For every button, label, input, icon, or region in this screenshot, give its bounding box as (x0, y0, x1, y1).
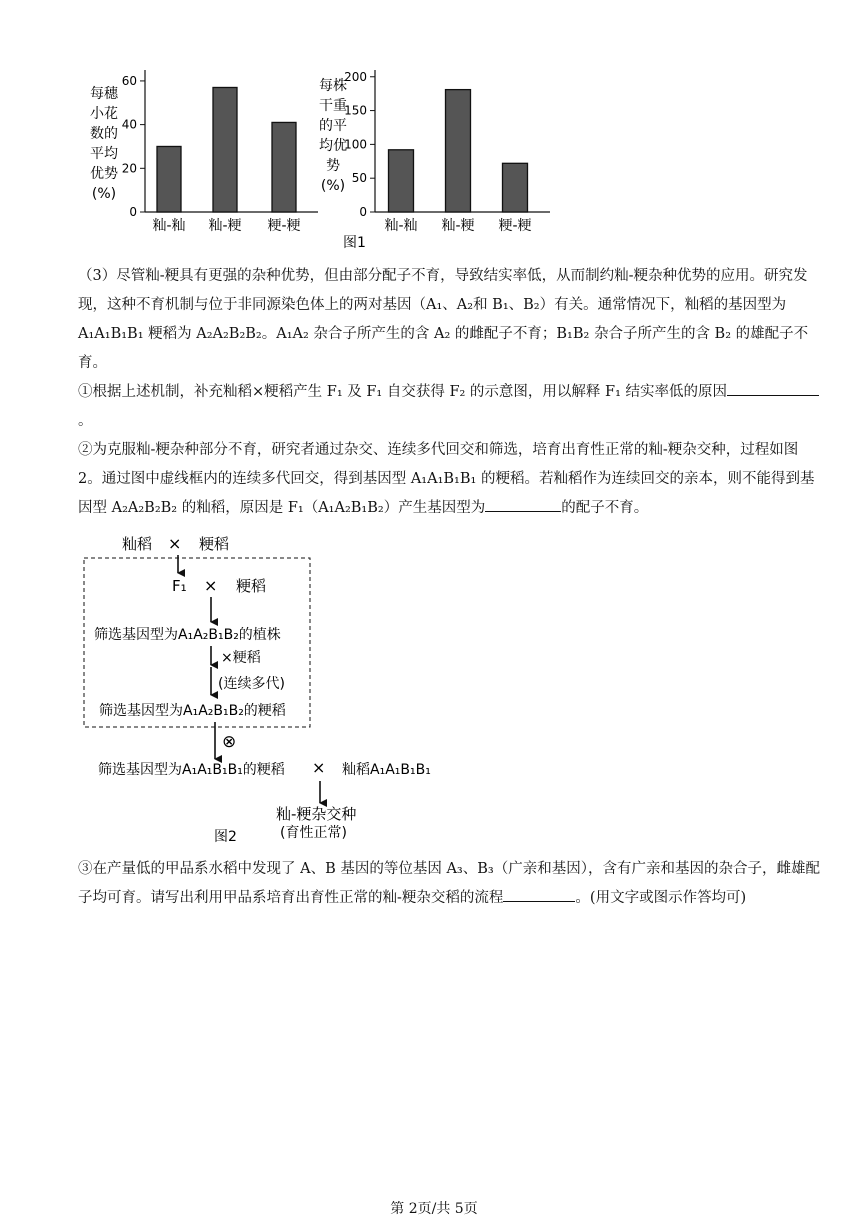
y-axis-label-line: 均优 (319, 138, 347, 154)
y-axis-label-line: 每株 (319, 78, 347, 94)
f1-label: F₁ (172, 577, 187, 595)
bar (157, 146, 181, 212)
x-category-label: 粳-粳 (267, 218, 301, 234)
y-axis-label-line: 优势 (90, 166, 118, 182)
generations-label: (连续多代) (218, 676, 285, 692)
y-tick-label: 200 (344, 69, 367, 84)
y-tick-label: 50 (351, 171, 367, 186)
bar (503, 163, 528, 212)
y-axis-label-line: 每穗 (90, 86, 118, 102)
y-axis-label-line: 干重 (319, 98, 347, 114)
bar (446, 90, 471, 212)
figure-2-caption: 图2 (214, 829, 237, 845)
bar (389, 150, 414, 212)
y-axis-label-line: (%) (91, 186, 117, 202)
y-axis-label-line: 小花 (90, 106, 118, 122)
parent-indica-label: 籼稻 (122, 535, 153, 553)
bar (272, 122, 296, 212)
hybrid-label: 籼-粳杂交种 (276, 805, 357, 823)
bar (213, 87, 237, 212)
answer-blank-1[interactable] (727, 379, 819, 396)
y-axis-label-line: (%) (320, 178, 346, 194)
figure-2-breeding-flow (0, 525, 868, 855)
cross-symbol-1: × (168, 534, 182, 553)
y-axis-label-line: 数的 (90, 126, 118, 142)
figure-1-caption: 图1 (343, 235, 366, 251)
question-3-intro: （3）尽管籼-粳具有更强的杂种优势，但由部分配子不育，导致结实率低，从而制约籼-粳杂种优势的应用。研究发现，这种不育机制与位于非同源染色体上的两对基因（A₁、A₂和 B₁、B₂）有关。通常情况下，籼稻的基因型为 A₁A₁B₁B₁ 粳稻为 A₂A₂B₂B₂。A₁A₂ 杂合子所产生的含 A₂ 的雌配子不育；B₁B₂ 杂合子所产生的含 B₂ 的雄配子不育。 (78, 268, 809, 371)
selfing-symbol: ⊗ (222, 732, 237, 752)
x-category-label: 粳-粳 (498, 218, 532, 234)
answer-blank-2[interactable] (485, 495, 561, 512)
y-tick-label: 60 (121, 73, 137, 88)
y-tick-label: 100 (344, 137, 367, 152)
cross-symbol-3: × (312, 758, 326, 777)
x-category-label: 籼-粳 (441, 218, 475, 234)
x-category-label: 籼-籼 (384, 218, 418, 234)
y-tick-label: 40 (121, 117, 137, 132)
parent-japonica-label: 粳稻 (199, 535, 230, 553)
y-axis-label-line: 势 (326, 158, 340, 174)
y-tick-label: 0 (129, 205, 137, 219)
question-3-item-3: ③在产量低的甲品系水稻中发现了 A、B 基因的等位基因 A₃、B₃（广亲和基因），含有广亲和基因的杂合子，雌雄配子均可育。请写出利用甲品系培育出育性正常的籼-粳杂交稻的流程 。(用文字或图示作答均可) (78, 861, 820, 906)
answer-blank-3[interactable] (503, 885, 575, 902)
hybrid-note: (育性正常) (280, 825, 347, 841)
y-tick-label: 0 (359, 205, 367, 219)
f1-partner-label: 粳稻 (236, 577, 267, 595)
x-category-label: 籼-粳 (208, 218, 242, 234)
chart-flowers-per-spike (90, 70, 318, 234)
y-tick-label: 150 (344, 103, 367, 118)
select-step-1: 筛选基因型为A₁A₂B₁B₂的植株 (94, 627, 281, 643)
y-axis-label-line: 的平 (319, 118, 347, 134)
question-3-item-2: ②为克服籼-粳杂种部分不育，研究者通过杂交、连续多代回交和筛选，培育出育性正常的籼-粳杂交种，过程如图 2。通过图中虚线框内的连续多代回交，得到基因型 A₁A₁B₁B₁ 的粳稻。若籼稻作为连续回交的亲本，则不能得到基因型 A₂A₂B₂B₂ 的籼稻，原因是 F₁（A₁A₂B₁B₂）产生基因型为 的配子不育。 (78, 442, 815, 516)
select-step-3: 筛选基因型为A₁A₁B₁B₁的粳稻 (98, 762, 285, 778)
backcross-label: ×粳稻 (221, 650, 261, 666)
select-step-2: 筛选基因型为A₁A₂B₁B₂的粳稻 (99, 703, 286, 719)
y-axis-label-line: 平均 (90, 146, 118, 162)
x-category-label: 籼-籼 (152, 218, 186, 234)
page-footer: 第 2页/共 5页 (390, 1201, 478, 1217)
indica-parent-genotype: 籼稻A₁A₁B₁B₁ (342, 762, 431, 778)
y-tick-label: 20 (121, 161, 137, 176)
cross-symbol-2: × (204, 576, 218, 595)
question-3-item-1: ①根据上述机制，补充籼稻×粳稻产生 F₁ 及 F₁ 自交获得 F₂ 的示意图，用以解释 F₁ 结实率低的原因。 (78, 378, 823, 436)
chart-dry-weight-per-plant (319, 70, 550, 234)
